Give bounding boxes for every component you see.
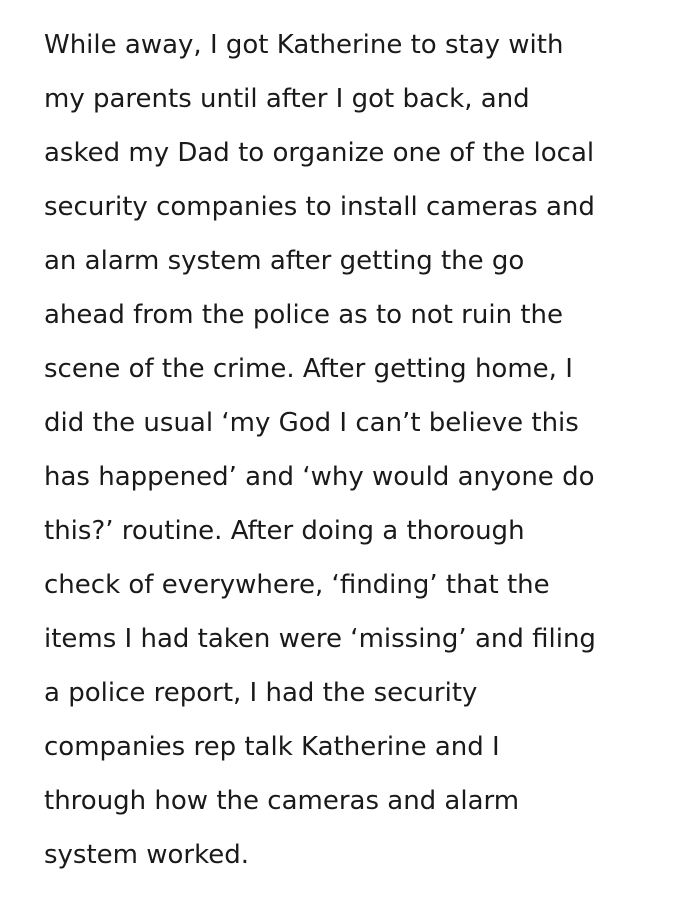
paragraph-line: scene of the crime. After getting home, I	[44, 354, 573, 384]
paragraph-line: did the usual ‘my God I can’t believe this	[44, 408, 579, 438]
story-paragraph	[44, 18, 684, 882]
paragraph-line: my parents until after I got back, and	[44, 84, 530, 114]
paragraph-line: check of everywhere, ‘finding’ that the	[44, 570, 550, 600]
paragraph-line: ahead from the police as to not ruin the	[44, 300, 563, 330]
paragraph-line: asked my Dad to organize one of the local	[44, 138, 595, 168]
paragraph-line: through how the cameras and alarm	[44, 786, 520, 816]
paragraph-line: this?’ routine. After doing a thorough	[44, 516, 525, 546]
paragraph-line: items I had taken were ‘missing’ and filing	[44, 624, 596, 654]
paragraph-line: an alarm system after getting the go	[44, 246, 525, 276]
paragraph-line: security companies to install cameras and	[44, 192, 595, 222]
paragraph-line: has happened’ and ‘why would anyone do	[44, 462, 595, 492]
paragraph-line: a police report, I had the security	[44, 678, 478, 708]
paragraph-line: system worked.	[44, 840, 250, 870]
paragraph-line: companies rep talk Katherine and I	[44, 732, 500, 762]
paragraph-line: While away, I got Katherine to stay with	[44, 30, 564, 60]
